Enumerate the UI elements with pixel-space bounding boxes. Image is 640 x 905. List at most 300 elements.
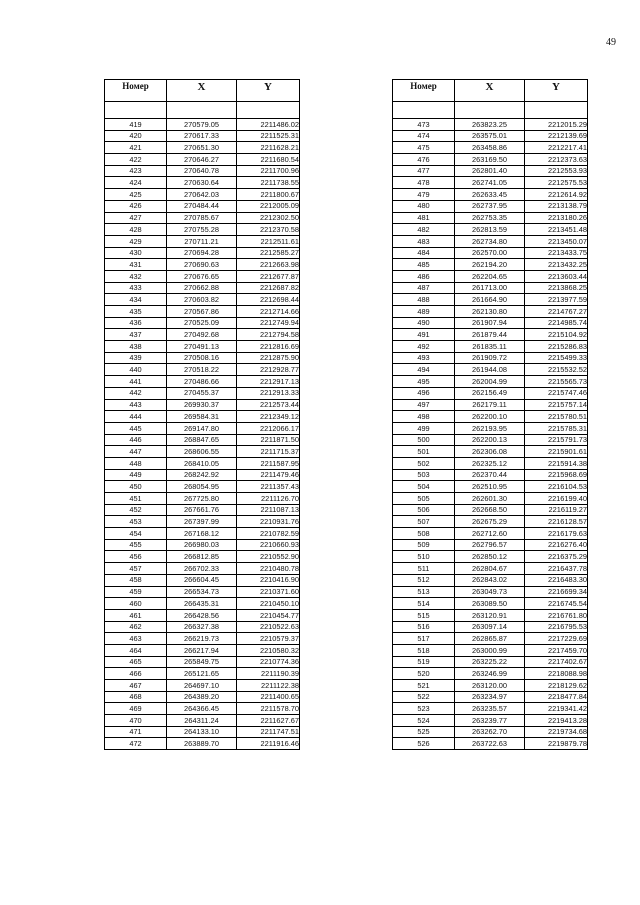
cell-x: 263823.25 (455, 119, 525, 131)
table-row (105, 376, 300, 388)
cell-y: 2217459.70 (525, 644, 588, 656)
cell-y: 2215286.83 (525, 341, 588, 353)
cell-x: 262813.59 (455, 224, 525, 236)
cell-y: 2212005.09 (237, 200, 300, 212)
cell-x: 270486.66 (167, 376, 237, 388)
cell-number: 472 (105, 738, 167, 750)
cell-number: 453 (105, 516, 167, 528)
cell-x: 270690.63 (167, 259, 237, 271)
cell-number: 504 (393, 481, 455, 493)
cell-y: 2211578.70 (237, 703, 300, 715)
cell-x: 268606.55 (167, 446, 237, 458)
cell-y: 2215565.73 (525, 376, 588, 388)
cell-number: 488 (393, 294, 455, 306)
cell-x: 262200.13 (455, 434, 525, 446)
cell-x: 261944.08 (455, 364, 525, 376)
table-row (105, 738, 300, 750)
table-row (393, 609, 588, 621)
cell-y: 2210580.32 (237, 644, 300, 656)
cell-y: 2215791.73 (525, 434, 588, 446)
cell-x: 262668.50 (455, 504, 525, 516)
table-row (393, 493, 588, 505)
cell-y: 2212511.61 (237, 235, 300, 247)
table-row (105, 598, 300, 610)
cell-number: 474 (393, 130, 455, 142)
table-row (105, 294, 300, 306)
table-row (393, 551, 588, 563)
cell-y: 2216761.80 (525, 609, 588, 621)
table-row (105, 177, 300, 189)
table-row (105, 457, 300, 469)
cell-number: 481 (393, 212, 455, 224)
cell-y: 2215757.14 (525, 399, 588, 411)
cell-y: 2215780.51 (525, 411, 588, 423)
cell-number: 450 (105, 481, 167, 493)
cell-number: 499 (393, 422, 455, 434)
table-row (393, 680, 588, 692)
cell-x: 267725.80 (167, 493, 237, 505)
cell-x: 267397.99 (167, 516, 237, 528)
table-row (105, 715, 300, 727)
cell-x: 270662.88 (167, 282, 237, 294)
cell-y: 2216483.30 (525, 574, 588, 586)
cell-x: 263458.86 (455, 142, 525, 154)
cell-x: 263000.99 (455, 644, 525, 656)
table-row (105, 399, 300, 411)
cell-x: 262510.95 (455, 481, 525, 493)
cell-x: 270785.67 (167, 212, 237, 224)
table-spacer-row (105, 102, 300, 119)
cell-x: 266219.73 (167, 633, 237, 645)
cell-y: 2212663.98 (237, 259, 300, 271)
cell-number: 449 (105, 469, 167, 481)
table-row (105, 247, 300, 259)
cell-y: 2213138.79 (525, 200, 588, 212)
cell-y: 2212139.69 (525, 130, 588, 142)
cell-y: 2211800.67 (237, 189, 300, 201)
cell-y: 2213433.75 (525, 247, 588, 259)
cell-number: 514 (393, 598, 455, 610)
cell-number: 429 (105, 235, 167, 247)
cell-number: 441 (105, 376, 167, 388)
cell-y: 2217229.69 (525, 633, 588, 645)
table-row (393, 165, 588, 177)
cell-y: 2210371.60 (237, 586, 300, 598)
table-row (393, 668, 588, 680)
table-row (105, 504, 300, 516)
cell-number: 520 (393, 668, 455, 680)
cell-x: 268054.95 (167, 481, 237, 493)
cell-number: 444 (105, 411, 167, 423)
cell-y: 2210931.76 (237, 516, 300, 528)
cell-x: 266435.31 (167, 598, 237, 610)
table-row (105, 493, 300, 505)
column-header-y: Y (525, 80, 588, 102)
cell-number: 438 (105, 341, 167, 353)
cell-x: 266702.33 (167, 563, 237, 575)
cell-number: 433 (105, 282, 167, 294)
cell-x: 263120.91 (455, 609, 525, 621)
table-row (105, 434, 300, 446)
cell-y: 2210782.59 (237, 528, 300, 540)
cell-y: 2216104.53 (525, 481, 588, 493)
cell-y: 2211680.54 (237, 154, 300, 166)
table-row (393, 270, 588, 282)
cell-number: 484 (393, 247, 455, 259)
cell-x: 270617.33 (167, 130, 237, 142)
cell-y: 2212928.77 (237, 364, 300, 376)
cell-y: 2213603.44 (525, 270, 588, 282)
cell-number: 422 (105, 154, 167, 166)
cell-number: 445 (105, 422, 167, 434)
cell-number: 494 (393, 364, 455, 376)
cell-x: 266217.94 (167, 644, 237, 656)
cell-x: 267168.12 (167, 528, 237, 540)
cell-x: 268847.65 (167, 434, 237, 446)
table-row (105, 551, 300, 563)
cell-number: 455 (105, 539, 167, 551)
cell-x: 270508.16 (167, 352, 237, 364)
table-body-right (393, 119, 588, 750)
cell-number: 464 (105, 644, 167, 656)
cell-number: 460 (105, 598, 167, 610)
cell-x: 266534.73 (167, 586, 237, 598)
cell-x: 262179.11 (455, 399, 525, 411)
cell-y: 2213180.26 (525, 212, 588, 224)
cell-number: 420 (105, 130, 167, 142)
cell-x: 262675.29 (455, 516, 525, 528)
cell-x: 270492.68 (167, 329, 237, 341)
cell-y: 2211400.65 (237, 691, 300, 703)
table-row (393, 691, 588, 703)
cell-number: 437 (105, 329, 167, 341)
cell-y: 2216375.29 (525, 551, 588, 563)
cell-y: 2214767.27 (525, 306, 588, 318)
cell-number: 426 (105, 200, 167, 212)
cell-x: 266428.56 (167, 609, 237, 621)
cell-number: 471 (105, 726, 167, 738)
cell-y: 2210522.63 (237, 621, 300, 633)
table-row (105, 481, 300, 493)
table-row (393, 341, 588, 353)
cell-y: 2212066.17 (237, 422, 300, 434)
cell-y: 2212302.50 (237, 212, 300, 224)
cell-y: 2211871.50 (237, 434, 300, 446)
table-row (105, 668, 300, 680)
table-row (393, 154, 588, 166)
table-row (393, 598, 588, 610)
cell-number: 436 (105, 317, 167, 329)
cell-number: 454 (105, 528, 167, 540)
cell-number: 516 (393, 621, 455, 633)
cell-number: 518 (393, 644, 455, 656)
table-header-row (393, 80, 588, 102)
cell-x: 270646.27 (167, 154, 237, 166)
cell-x: 262753.35 (455, 212, 525, 224)
cell-y: 2212749.94 (237, 317, 300, 329)
cell-y: 2211122.38 (237, 680, 300, 692)
cell-number: 492 (393, 341, 455, 353)
cell-x: 261879.44 (455, 329, 525, 341)
cell-x: 262570.00 (455, 247, 525, 259)
cell-y: 2211628.21 (237, 142, 300, 154)
cell-y: 2211357.43 (237, 481, 300, 493)
cell-y: 2211486.02 (237, 119, 300, 131)
cell-y: 2215532.52 (525, 364, 588, 376)
cell-number: 511 (393, 563, 455, 575)
cell-number: 465 (105, 656, 167, 668)
table-row (393, 539, 588, 551)
table-row (393, 352, 588, 364)
cell-number: 461 (105, 609, 167, 621)
table-row (105, 539, 300, 551)
cell-x: 263169.50 (455, 154, 525, 166)
table-row (105, 352, 300, 364)
table-row (105, 329, 300, 341)
cell-number: 479 (393, 189, 455, 201)
cell-y: 2216437.78 (525, 563, 588, 575)
table-row (393, 574, 588, 586)
table-row (393, 235, 588, 247)
table-row (105, 119, 300, 131)
cell-x: 263120.00 (455, 680, 525, 692)
cell-y: 2216276.40 (525, 539, 588, 551)
cell-y: 2210774.36 (237, 656, 300, 668)
cell-x: 262804.67 (455, 563, 525, 575)
cell-x: 270518.22 (167, 364, 237, 376)
cell-y: 2211587.95 (237, 457, 300, 469)
cell-x: 264366.45 (167, 703, 237, 715)
cell-number: 510 (393, 551, 455, 563)
cell-x: 263097.14 (455, 621, 525, 633)
cell-number: 477 (393, 165, 455, 177)
table-row (105, 656, 300, 668)
cell-x: 264311.24 (167, 715, 237, 727)
cell-y: 2210480.78 (237, 563, 300, 575)
table-row (105, 644, 300, 656)
cell-y: 2210579.37 (237, 633, 300, 645)
table-row (105, 621, 300, 633)
table-row (393, 457, 588, 469)
table-row (393, 633, 588, 645)
table-row (393, 481, 588, 493)
cell-number: 424 (105, 177, 167, 189)
table-row (105, 165, 300, 177)
cell-x: 262741.05 (455, 177, 525, 189)
cell-x: 265849.75 (167, 656, 237, 668)
cell-number: 517 (393, 633, 455, 645)
table-row (105, 446, 300, 458)
cell-number: 487 (393, 282, 455, 294)
cell-y: 2215901.61 (525, 446, 588, 458)
table-row (105, 691, 300, 703)
cell-y: 2211525.31 (237, 130, 300, 142)
cell-x: 262325.12 (455, 457, 525, 469)
table-row (393, 177, 588, 189)
table-row (393, 200, 588, 212)
cell-y: 2215104.92 (525, 329, 588, 341)
cell-number: 521 (393, 680, 455, 692)
cell-number: 524 (393, 715, 455, 727)
cell-number: 476 (393, 154, 455, 166)
cell-number: 522 (393, 691, 455, 703)
table-row (105, 726, 300, 738)
cell-x: 262850.12 (455, 551, 525, 563)
cell-y: 2212794.58 (237, 329, 300, 341)
table-row (393, 504, 588, 516)
cell-y: 2210454.77 (237, 609, 300, 621)
table-row (105, 680, 300, 692)
cell-y: 2213451.48 (525, 224, 588, 236)
cell-number: 439 (105, 352, 167, 364)
table-row (105, 411, 300, 423)
cell-x: 263246.99 (455, 668, 525, 680)
cell-x: 263239.77 (455, 715, 525, 727)
cell-y: 2210552.90 (237, 551, 300, 563)
cell-number: 452 (105, 504, 167, 516)
cell-y: 2211700.96 (237, 165, 300, 177)
table-row (393, 726, 588, 738)
table-row (393, 317, 588, 329)
cell-y: 2212698.44 (237, 294, 300, 306)
table-row (393, 411, 588, 423)
cell-x: 263234.97 (455, 691, 525, 703)
cell-y: 2212677.87 (237, 270, 300, 282)
table-body-left (105, 119, 300, 750)
cell-y: 2218088.98 (525, 668, 588, 680)
cell-x: 270630.64 (167, 177, 237, 189)
cell-x: 263262.70 (455, 726, 525, 738)
cell-number: 506 (393, 504, 455, 516)
table-row (105, 235, 300, 247)
cell-number: 470 (105, 715, 167, 727)
cell-y: 2212553.93 (525, 165, 588, 177)
cell-x: 266604.45 (167, 574, 237, 586)
cell-x: 269584.31 (167, 411, 237, 423)
cell-x: 262004.99 (455, 376, 525, 388)
cell-x: 262370.44 (455, 469, 525, 481)
cell-y: 2211479.46 (237, 469, 300, 481)
table-row (393, 516, 588, 528)
cell-number: 440 (105, 364, 167, 376)
cell-number: 432 (105, 270, 167, 282)
cell-number: 478 (393, 177, 455, 189)
cell-number: 475 (393, 142, 455, 154)
cell-number: 473 (393, 119, 455, 131)
cell-number: 497 (393, 399, 455, 411)
cell-y: 2216745.54 (525, 598, 588, 610)
cell-x: 263889.70 (167, 738, 237, 750)
table-spacer-row (393, 102, 588, 119)
table-row (393, 469, 588, 481)
cell-x: 261713.00 (455, 282, 525, 294)
cell-y: 2212614.92 (525, 189, 588, 201)
table-row (393, 399, 588, 411)
cell-x: 270491.13 (167, 341, 237, 353)
table-row (105, 212, 300, 224)
table-row (393, 282, 588, 294)
cell-x: 270579.05 (167, 119, 237, 131)
cell-number: 493 (393, 352, 455, 364)
table-row (105, 703, 300, 715)
column-header-x: X (455, 80, 525, 102)
cell-y: 2211087.13 (237, 504, 300, 516)
coordinates-table-left (104, 79, 300, 750)
cell-y: 2216199.40 (525, 493, 588, 505)
table-row (393, 434, 588, 446)
cell-y: 2219413.28 (525, 715, 588, 727)
cell-x: 262194.20 (455, 259, 525, 271)
cell-number: 431 (105, 259, 167, 271)
cell-x: 266327.38 (167, 621, 237, 633)
cell-number: 459 (105, 586, 167, 598)
cell-number: 447 (105, 446, 167, 458)
cell-y: 2213450.07 (525, 235, 588, 247)
table-row (105, 469, 300, 481)
cell-y: 2219879.78 (525, 738, 588, 750)
cell-number: 485 (393, 259, 455, 271)
table-row (393, 376, 588, 388)
cell-x: 269147.80 (167, 422, 237, 434)
column-header-y: Y (237, 80, 300, 102)
table-row (393, 364, 588, 376)
cell-y: 2211627.67 (237, 715, 300, 727)
cell-y: 2210416.90 (237, 574, 300, 586)
cell-number: 507 (393, 516, 455, 528)
cell-y: 2212217.41 (525, 142, 588, 154)
cell-number: 501 (393, 446, 455, 458)
cell-x: 263575.01 (455, 130, 525, 142)
table-row (105, 586, 300, 598)
cell-x: 262193.95 (455, 422, 525, 434)
cell-y: 2212575.53 (525, 177, 588, 189)
cell-x: 264697.10 (167, 680, 237, 692)
cell-y: 2211916.46 (237, 738, 300, 750)
table-row (393, 422, 588, 434)
cell-x: 267661.76 (167, 504, 237, 516)
cell-number: 457 (105, 563, 167, 575)
cell-y: 2211190.39 (237, 668, 300, 680)
cell-x: 269930.37 (167, 399, 237, 411)
cell-y: 2211747.51 (237, 726, 300, 738)
cell-y: 2212585.27 (237, 247, 300, 259)
cell-number: 512 (393, 574, 455, 586)
cell-x: 266980.03 (167, 539, 237, 551)
cell-y: 2219734.68 (525, 726, 588, 738)
cell-number: 448 (105, 457, 167, 469)
table-row (393, 387, 588, 399)
cell-y: 2218129.62 (525, 680, 588, 692)
cell-x: 262712.60 (455, 528, 525, 540)
cell-number: 498 (393, 411, 455, 423)
cell-x: 262156.49 (455, 387, 525, 399)
cell-y: 2212913.33 (237, 387, 300, 399)
table-row (393, 212, 588, 224)
cell-y: 2210450.10 (237, 598, 300, 610)
cell-number: 430 (105, 247, 167, 259)
table-row (105, 189, 300, 201)
cell-x: 270642.03 (167, 189, 237, 201)
cell-number: 513 (393, 586, 455, 598)
cell-y: 2211126.70 (237, 493, 300, 505)
table-row (105, 282, 300, 294)
cell-y: 2212373.63 (525, 154, 588, 166)
cell-number: 446 (105, 434, 167, 446)
cell-y: 2213432.25 (525, 259, 588, 271)
cell-y: 2211715.37 (237, 446, 300, 458)
table-row (393, 259, 588, 271)
cell-x: 263225.22 (455, 656, 525, 668)
